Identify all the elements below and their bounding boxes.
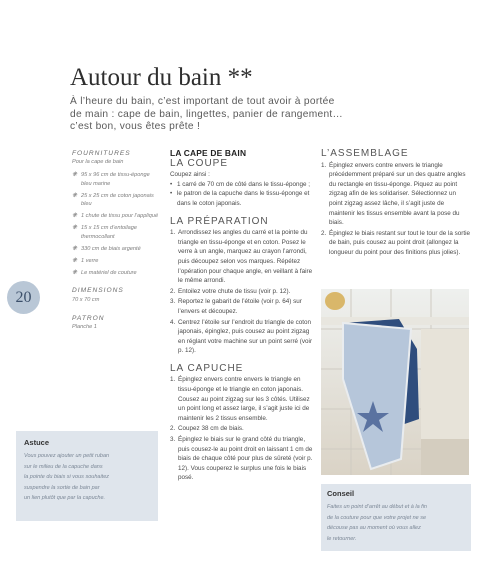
advice-title: Conseil	[327, 489, 355, 498]
flower-bullet-icon: ❋	[72, 225, 78, 232]
page-number-badge: 20	[7, 281, 40, 314]
patron-value: Planche 1	[72, 324, 97, 331]
section-heading: LA CAPE DE BAIN	[170, 148, 247, 158]
list-item: • 1 carré de 70 cm de côté dans le tissu-éponge ;	[170, 180, 311, 188]
list-item: 1. Arrondissez les angles du carré et la pointe du triangle en tissu-éponge et en coton. Posez le verre à un angle, marquez au crayon l’arrondi, puis découpez selon vos marques. Répétez l’opération pour chaque angle, en veillant à faire le même arrondi.	[170, 229, 313, 285]
advice-line: le retourner.	[327, 535, 357, 542]
capuche-steps	[170, 375, 316, 483]
list-item: 2. Entoilez votre chute de tissu (voir p. 12).	[170, 287, 291, 295]
dimensions-value: 70 x 70 cm	[72, 296, 100, 303]
bath-cape-photo	[321, 289, 469, 475]
flower-bullet-icon: ❋	[72, 258, 78, 265]
flower-bullet-icon: ❋	[72, 172, 78, 179]
preparation-steps	[170, 228, 316, 356]
intro-line: de main : cape de bain, lingettes, panier de rangement…	[70, 108, 344, 120]
patron-heading: PATRON	[72, 314, 105, 322]
tip-line: un lien plutôt que par la capuche.	[24, 495, 106, 501]
materials-column	[72, 150, 160, 336]
fournitures-subheading: Pour la cape de bain	[72, 159, 124, 166]
list-item: ❋ 1 verre	[72, 258, 99, 265]
advice-box	[321, 484, 471, 551]
list-item: 2. Coupez 38 cm de biais.	[170, 425, 244, 433]
instructions-column	[170, 149, 316, 484]
advice-text	[327, 502, 471, 544]
coupe-intro: Coupez ainsi :	[170, 171, 210, 179]
intro-paragraph	[70, 96, 450, 134]
list-item: ❋ Le matériel de couture	[72, 270, 137, 277]
list-item: 1. Épinglez envers contre envers le triangle en tissu-éponge et le triangle en coton japonais. Cousez au point zigzag sur les 3 côtés. Utilisez un point long et assez large, il s’agit juste ici de maintenir les 2 tissus ensemble.	[170, 376, 310, 422]
page-title: Autour du bain **	[70, 64, 253, 91]
tip-text	[24, 451, 158, 504]
tip-title: Astuce	[24, 438, 50, 447]
list-item: 3. Épinglez le biais sur le grand côté du triangle, puis cousez-le au point droit en laissant 1 cm de biais de chaque côté pour plus de sûreté (voir p. 12). Vous couperez le surplus une fois le biais posé.	[170, 436, 313, 482]
capuche-heading: LA CAPUCHE	[170, 362, 244, 374]
intro-line: c’est bon, vous êtes prête !	[70, 121, 201, 132]
list-item: • le patron de la capuche dans le tissu-éponge et dans le coton japonais.	[170, 190, 310, 207]
preparation-heading: LA PRÉPARATION	[170, 215, 269, 227]
materials-list	[72, 171, 160, 277]
advice-line: Faites un point d’arrêt au début et à la fin	[327, 504, 427, 510]
list-item: ❋ 1 chute de tissu pour l’appliqué	[72, 213, 159, 220]
assemblage-heading: L’ASSEMBLAGE	[321, 148, 409, 159]
coupe-list	[170, 180, 316, 209]
advice-line: découse pas au moment où vous allez	[327, 525, 421, 531]
list-item: 2. Épinglez le biais restant sur tout le tour de la sortie de bain, puis cousez au point droit (allongez la longueur du point pour des finitions plus jolies).	[321, 229, 471, 256]
list-item: ❋ 95 x 96 cm de tissu-éponge bleu marine	[72, 172, 150, 187]
fournitures-heading: FOURNITURES	[72, 150, 131, 157]
tip-line: la pointe du biais si vous souhaitez	[24, 474, 109, 480]
coupe-heading: LA COUPE	[170, 157, 229, 169]
list-item: 1. Épinglez envers contre envers le triangle précédemment préparé sur un des quatre angles du rectangle en tissu-éponge. Piquez au point zigzag afin de les solidariser. Sélectionnez un point zigzag assez lâche, il s’agit juste de maintenir les tissus ensemble avant la pose du biais.	[321, 161, 466, 227]
flower-bullet-icon: ❋	[72, 192, 78, 199]
list-item: ❋ 15 x 15 cm d’entoilage thermocollant	[72, 225, 137, 240]
assembly-column	[321, 149, 471, 259]
advice-line: de la couture pour que votre projet ne se	[327, 514, 427, 521]
tip-line: suspendre la sortie de bain par	[24, 484, 100, 491]
tip-line: Vous pouvez ajouter un petit ruban	[24, 453, 110, 459]
flower-bullet-icon: ❋	[72, 245, 78, 252]
dimensions-heading: DIMENSIONS	[72, 287, 124, 295]
intro-line: À l’heure du bain, c’est important de tout avoir à portée	[70, 96, 335, 107]
tip-line: sur le milieu de la capuche dans	[24, 463, 103, 470]
flower-bullet-icon: ❋	[72, 213, 78, 220]
list-item: ❋ 330 cm de biais argenté	[72, 245, 141, 252]
assembly-steps	[321, 161, 471, 258]
list-item: 4. Centrez l’étoile sur l’endroit du triangle de coton japonais, épinglez, puis cousez au point zigzag en réglant votre machine sur un point serré (voir p. 12).	[170, 318, 313, 355]
list-item: 3. Reportez le gabarit de l’étoile (voir p. 64) sur l’envers et découpez.	[170, 298, 302, 315]
list-item: ❋ 25 x 25 cm de coton japonais bleu	[72, 192, 154, 208]
tip-box	[16, 431, 158, 521]
flower-bullet-icon: ❋	[72, 270, 78, 277]
